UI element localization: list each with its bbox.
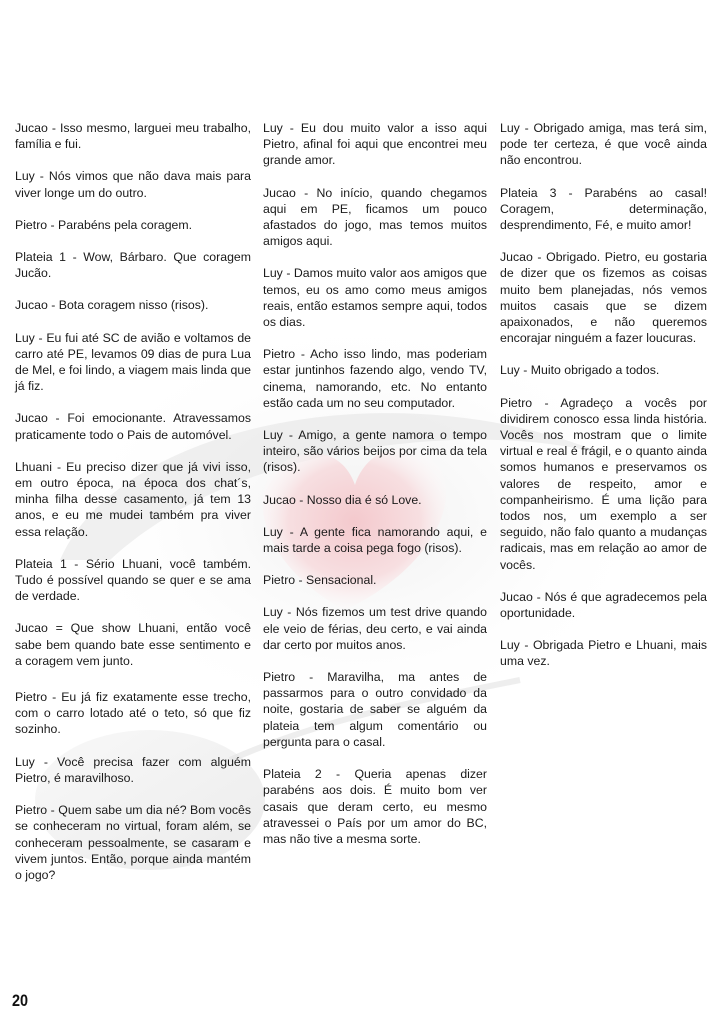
dialogue-paragraph: Jucao - Isso mesmo, larguei meu trabalho, família e fui.: [15, 121, 251, 152]
dialogue-paragraph: Jucao - Bota coragem nisso (risos).: [15, 298, 209, 313]
dialogue-paragraph: Jucao - Foi emocionante. Atravessamos praticamente todo o Pais de automóvel.: [15, 411, 251, 442]
dialogue-paragraph: Luy - Damos muito valor aos amigos que temos, eu os amo como meus amigos reais, então estamos sempre aqui, todos os dias.: [263, 266, 487, 330]
dialogue-paragraph: Luy - Nós fizemos um test drive quando ele veio de férias, deu certo, e vai ainda dar certo por muitos anos.: [263, 605, 487, 652]
dialogue-paragraph: Plateia 1 - Wow, Bárbaro. Que coragem Jucão.: [15, 250, 251, 281]
dialogue-paragraph: Luy - Eu fui até SC de avião e voltamos de carro até PE, levamos 09 dias de pura Lua de Mel, e foi lindo, a viagem mais linda que já fiz.: [15, 330, 251, 394]
dialogue-paragraph: Jucao - Nosso dia é só Love.: [263, 492, 422, 507]
dialogue-paragraph: Pietro - Parabéns pela coragem.: [15, 217, 193, 232]
dialogue-paragraph: Pietro - Sensacional.: [263, 573, 377, 588]
dialogue-paragraph: Jucao = Que show Lhuani, então você sabe bem quando bate esse sentimento e a coragem vem junto.: [15, 621, 251, 668]
dialogue-paragraph: Luy - Eu dou muito valor a isso aqui Pietro, afinal foi aqui que encontrei meu grande amor.: [263, 121, 487, 168]
dialogue-paragraph: Jucao - Obrigado. Pietro, eu gostaria de dizer que os fizemos as coisas muito bem planejadas, nós vemos muitos casais que se dizem apaixonados, e não queremos encorajar ninguém a fazer loucuras.: [500, 250, 707, 346]
text-column-2: [263, 120, 487, 863]
text-column-3: [500, 120, 707, 686]
dialogue-paragraph: Pietro - Maravilha, ma antes de passarmos para o outro convidado da noite, gostaria de saber se alguém da plateia tem algum comentário ou pergunta para o casal.: [263, 670, 487, 749]
dialogue-paragraph: Jucao - Nós é que agradecemos pela oportunidade.: [500, 589, 707, 621]
dialogue-paragraph: Plateia 3 - Parabéns ao casal! Coragem, determinação, desprendimento, Fé, e muito amor!: [500, 185, 707, 233]
dialogue-paragraph: Plateia 2 - Queria apenas dizer parabéns aos dois. É muito bom ver casais que deram certo, eu mesmo atravessei o País por um amor do BC, mas não tive a mesma sorte.: [263, 767, 487, 846]
dialogue-paragraph: Luy - Muito obrigado a todos.: [500, 363, 660, 378]
dialogue-paragraph: Pietro - Eu já fiz exatamente esse trecho, com o carro lotado até o teto, só que fiz sozinho.: [15, 690, 251, 737]
text-column-1: [15, 120, 251, 899]
dialogue-paragraph: Luy - Obrigado amiga, mas terá sim, pode ter certeza, é que você ainda não encontrou.: [500, 121, 707, 168]
dialogue-paragraph: Luy - Obrigada Pietro e Lhuani, mais uma vez.: [500, 638, 707, 669]
dialogue-paragraph: Luy - A gente fica namorando aqui, e mais tarde a coisa pega fogo (risos).: [263, 524, 487, 556]
dialogue-paragraph: Pietro - Acho isso lindo, mas poderiam estar juntinhos fazendo algo, vendo TV, cinema, namorando, etc. No entanto estão cada um no seu computador.: [263, 347, 487, 410]
dialogue-paragraph: Luy - Nós vimos que não dava mais para viver longe um do outro.: [15, 169, 251, 200]
dialogue-paragraph: Luy - Amigo, a gente namora o tempo inteiro, são vários beijos por cima da tela (risos).: [263, 428, 487, 475]
dialogue-paragraph: Lhuani - Eu preciso dizer que já vivi isso, em outro época, na época dos chat´s, minha filha desse casamento, já tem 13 anos, e eu me mudei também pra viver essa relação.: [15, 459, 251, 539]
dialogue-paragraph: Luy - Você precisa fazer com alguém Pietro, é maravilhoso.: [15, 754, 251, 785]
dialogue-paragraph: Pietro - Agradeço a vocês por dividirem conosco essa linda história. Vocês nos mostram que o limite virtual e real é frágil, e o quanto ainda somos humanos e preservamos os valores de respeito, amor e companheirismo. É uma lição para todos nos, um exemplo a ser seguido, não falo quanto a mudanças radicais, mas em relação ao amor de vocês.: [500, 395, 707, 572]
page-number: 20: [12, 991, 29, 1010]
dialogue-paragraph: Plateia 1 - Sério Lhuani, você também. Tudo é possível quando se quer e se ama de verdade.: [15, 556, 251, 604]
dialogue-paragraph: Pietro - Quem sabe um dia né? Bom vocês se conheceram no virtual, foram além, se conheceram pessoalmente, se casaram e vivem juntos. Então, porque ainda mantém o jogo?: [15, 803, 251, 882]
dialogue-paragraph: Jucao - No início, quando chegamos aqui em PE, ficamos um pouco afastados do jogo, mas temos muitos amigos aqui.: [263, 185, 487, 249]
